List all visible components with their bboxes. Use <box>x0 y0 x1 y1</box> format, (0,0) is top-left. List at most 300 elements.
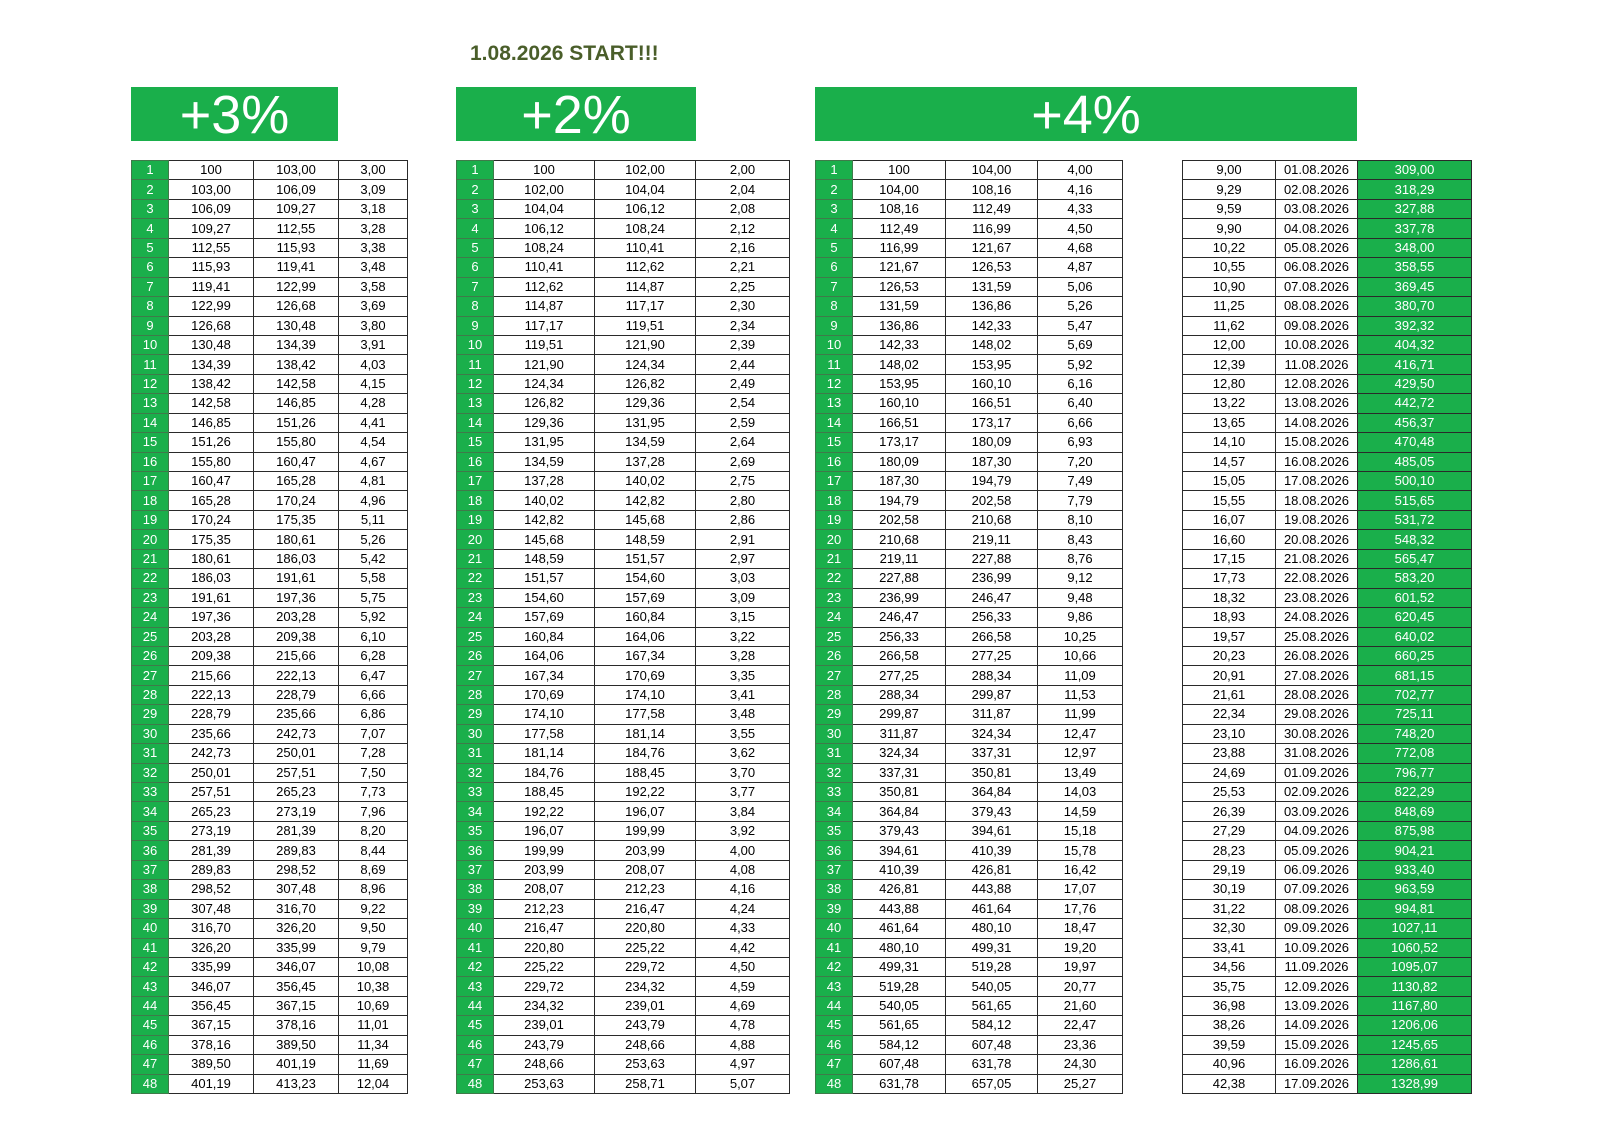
table-row <box>816 510 1123 529</box>
table-cell: 3,15 <box>696 608 790 627</box>
table-cell: 404,32 <box>1358 335 1472 354</box>
table-cell: 215,66 <box>169 666 254 685</box>
table-row <box>457 180 790 199</box>
table-cell: 358,55 <box>1358 258 1472 277</box>
table-row <box>457 744 790 763</box>
table-cell: 22,34 <box>1183 705 1276 724</box>
table-cell: 177,58 <box>494 724 595 743</box>
table-cell: 461,64 <box>853 919 946 938</box>
table-cell: 112,62 <box>595 258 696 277</box>
header-plus-3-percent: +3% <box>131 87 338 141</box>
table-row <box>132 510 408 529</box>
row-number-cell: 5 <box>816 238 853 257</box>
table-cell: 3,09 <box>339 180 408 199</box>
table-row <box>1183 549 1472 568</box>
table-cell: 100 <box>853 161 946 180</box>
table-cell: 203,28 <box>254 608 339 627</box>
table-row <box>816 219 1123 238</box>
table-cell: 1060,52 <box>1358 938 1472 957</box>
table-cell: 3,22 <box>696 627 790 646</box>
table-row <box>132 705 408 724</box>
table-cell: 7,50 <box>339 763 408 782</box>
table-cell: 180,61 <box>169 549 254 568</box>
table-row <box>1183 491 1472 510</box>
row-number-cell: 4 <box>457 219 494 238</box>
table-cell: 212,23 <box>595 880 696 899</box>
table-cell: 124,34 <box>595 355 696 374</box>
table-cell: 210,68 <box>853 530 946 549</box>
table-cell: 122,99 <box>169 297 254 316</box>
table-row <box>457 588 790 607</box>
table-cell: 253,63 <box>494 1074 595 1093</box>
table-row <box>457 355 790 374</box>
row-number-cell: 26 <box>457 646 494 665</box>
row-number-cell: 6 <box>132 258 169 277</box>
table-cell: 09.08.2026 <box>1276 316 1358 335</box>
table-cell: 12,97 <box>1038 744 1123 763</box>
table-row <box>1183 608 1472 627</box>
table-cell: 219,11 <box>853 549 946 568</box>
table-cell: 12,39 <box>1183 355 1276 374</box>
table-cell: 413,23 <box>254 1074 339 1093</box>
row-number-cell: 46 <box>457 1035 494 1054</box>
table-cell: 236,99 <box>946 569 1038 588</box>
row-number-cell: 48 <box>457 1074 494 1093</box>
row-number-cell: 16 <box>457 452 494 471</box>
table-cell: 9,59 <box>1183 199 1276 218</box>
table-cell: 6,28 <box>339 646 408 665</box>
row-number-cell: 2 <box>457 180 494 199</box>
table-cell: 480,10 <box>946 919 1038 938</box>
table-cell: 17,15 <box>1183 549 1276 568</box>
table-cell: 266,58 <box>946 627 1038 646</box>
table-cell: 2,39 <box>696 335 790 354</box>
table-row <box>1183 685 1472 704</box>
table-cell: 4,50 <box>696 957 790 976</box>
table-cell: 17.09.2026 <box>1276 1074 1358 1093</box>
table-cell: 379,43 <box>853 821 946 840</box>
row-number-cell: 21 <box>816 549 853 568</box>
table-row <box>457 394 790 413</box>
table-cell: 160,84 <box>595 608 696 627</box>
row-number-cell: 23 <box>132 588 169 607</box>
table-cell: 151,57 <box>494 569 595 588</box>
table-cell: 335,99 <box>254 938 339 957</box>
table-row <box>457 783 790 802</box>
table-cell: 01.09.2026 <box>1276 763 1358 782</box>
table-cell: 3,35 <box>696 666 790 685</box>
table-cell: 8,76 <box>1038 549 1123 568</box>
table-cell: 234,32 <box>494 996 595 1015</box>
table-cell: 660,25 <box>1358 646 1472 665</box>
table-cell: 20,91 <box>1183 666 1276 685</box>
header-plus-4-percent: +4% <box>815 87 1357 141</box>
table-cell: 519,28 <box>853 977 946 996</box>
table-cell: 2,91 <box>696 530 790 549</box>
table-cell: 7,49 <box>1038 472 1123 491</box>
table-cell: 126,68 <box>254 297 339 316</box>
table-cell: 401,19 <box>169 1074 254 1093</box>
table-row <box>457 860 790 879</box>
table-cell: 702,77 <box>1358 685 1472 704</box>
table-cell: 124,34 <box>494 374 595 393</box>
table-row <box>816 608 1123 627</box>
table-cell: 225,22 <box>595 938 696 957</box>
table-cell: 561,65 <box>946 996 1038 1015</box>
table-cell: 4,28 <box>339 394 408 413</box>
row-number-cell: 31 <box>132 744 169 763</box>
table-cell: 14,10 <box>1183 433 1276 452</box>
table-row <box>816 744 1123 763</box>
table-cell: 416,71 <box>1358 355 1472 374</box>
table-cell: 187,30 <box>853 472 946 491</box>
table-cell: 9,79 <box>339 938 408 957</box>
table-cell: 151,57 <box>595 549 696 568</box>
row-number-cell: 48 <box>816 1074 853 1093</box>
table-cell: 394,61 <box>946 821 1038 840</box>
table-row <box>1183 821 1472 840</box>
table-cell: 170,24 <box>254 491 339 510</box>
table-row <box>1183 180 1472 199</box>
table-row <box>457 413 790 432</box>
table-row <box>816 413 1123 432</box>
table-row <box>816 627 1123 646</box>
table-cell: 4,68 <box>1038 238 1123 257</box>
table-cell: 5,42 <box>339 549 408 568</box>
table-cell: 164,06 <box>494 646 595 665</box>
table-cell: 389,50 <box>169 1055 254 1074</box>
table-cell: 299,87 <box>946 685 1038 704</box>
row-number-cell: 29 <box>132 705 169 724</box>
table-cell: 1167,80 <box>1358 996 1472 1015</box>
table-cell: 16,60 <box>1183 530 1276 549</box>
table-cell: 4,87 <box>1038 258 1123 277</box>
table-row <box>816 472 1123 491</box>
table-cell: 216,47 <box>494 919 595 938</box>
table-cell: 364,84 <box>853 802 946 821</box>
table-cell: 324,34 <box>853 744 946 763</box>
row-number-cell: 15 <box>132 433 169 452</box>
table-cell: 11,62 <box>1183 316 1276 335</box>
table-cell: 129,36 <box>494 413 595 432</box>
table-row <box>457 608 790 627</box>
table-cell: 160,47 <box>254 452 339 471</box>
row-number-cell: 22 <box>816 569 853 588</box>
table-row <box>816 530 1123 549</box>
table-cell: 234,32 <box>595 977 696 996</box>
table-row <box>1183 841 1472 860</box>
table-cell: 307,48 <box>169 899 254 918</box>
row-number-cell: 7 <box>457 277 494 296</box>
row-number-cell: 44 <box>132 996 169 1015</box>
table-cell: 145,68 <box>595 510 696 529</box>
table-cell: 17,07 <box>1038 880 1123 899</box>
table-cell: 631,78 <box>946 1055 1038 1074</box>
table-row <box>457 374 790 393</box>
table-cell: 17.08.2026 <box>1276 472 1358 491</box>
table-cell: 170,24 <box>169 510 254 529</box>
table-cell: 11.08.2026 <box>1276 355 1358 374</box>
table-cell: 9,86 <box>1038 608 1123 627</box>
table-row <box>457 627 790 646</box>
table-plus-3-percent <box>131 160 408 1094</box>
table-cell: 215,66 <box>254 646 339 665</box>
row-number-cell: 4 <box>132 219 169 238</box>
table-cell: 108,24 <box>595 219 696 238</box>
table-cell: 140,02 <box>595 472 696 491</box>
table-row <box>132 413 408 432</box>
table-cell: 188,45 <box>595 763 696 782</box>
table-cell: 6,66 <box>1038 413 1123 432</box>
table-cell: 265,23 <box>169 802 254 821</box>
table-cell: 236,99 <box>853 588 946 607</box>
table-cell: 126,82 <box>595 374 696 393</box>
row-number-cell: 6 <box>816 258 853 277</box>
table-cell: 114,87 <box>494 297 595 316</box>
row-number-cell: 20 <box>457 530 494 549</box>
row-number-cell: 39 <box>132 899 169 918</box>
row-number-cell: 32 <box>816 763 853 782</box>
row-number-cell: 29 <box>816 705 853 724</box>
table-cell: 100 <box>169 161 254 180</box>
table-cell: 10,22 <box>1183 238 1276 257</box>
table-row <box>132 802 408 821</box>
table-cell: 121,67 <box>946 238 1038 257</box>
table-cell: 6,93 <box>1038 433 1123 452</box>
table-row <box>1183 316 1472 335</box>
table-cell: 10,55 <box>1183 258 1276 277</box>
table-row <box>816 297 1123 316</box>
table-cell: 298,52 <box>169 880 254 899</box>
row-number-cell: 41 <box>457 938 494 957</box>
table-row <box>132 335 408 354</box>
table-row <box>1183 530 1472 549</box>
table-cell: 108,16 <box>853 199 946 218</box>
table-cell: 10,66 <box>1038 646 1123 665</box>
row-number-cell: 6 <box>457 258 494 277</box>
row-number-cell: 46 <box>132 1035 169 1054</box>
table-cell: 146,85 <box>254 394 339 413</box>
table-cell: 138,42 <box>169 374 254 393</box>
table-row <box>1183 510 1472 529</box>
table-row <box>132 491 408 510</box>
table-cell: 18,32 <box>1183 588 1276 607</box>
table-cell: 324,34 <box>946 724 1038 743</box>
table-cell: 115,93 <box>169 258 254 277</box>
row-number-cell: 42 <box>457 957 494 976</box>
table-cell: 9,12 <box>1038 569 1123 588</box>
table-cell: 379,43 <box>946 802 1038 821</box>
table-row <box>1183 355 1472 374</box>
table-cell: 288,34 <box>946 666 1038 685</box>
table-row <box>1183 588 1472 607</box>
table-cell: 29,19 <box>1183 860 1276 879</box>
table-row <box>132 1016 408 1035</box>
table-cell: 30,19 <box>1183 880 1276 899</box>
table-row <box>816 549 1123 568</box>
table-cell: 196,07 <box>494 821 595 840</box>
table-cell: 112,49 <box>853 219 946 238</box>
table-cell: 34,56 <box>1183 957 1276 976</box>
table-row <box>457 277 790 296</box>
table-row <box>132 238 408 257</box>
table-cell: 104,00 <box>853 180 946 199</box>
table-cell: 227,88 <box>946 549 1038 568</box>
table-cell: 40,96 <box>1183 1055 1276 1074</box>
row-number-cell: 27 <box>816 666 853 685</box>
table-cell: 117,17 <box>494 316 595 335</box>
table-row <box>132 258 408 277</box>
table-cell: 166,51 <box>853 413 946 432</box>
table-row <box>816 258 1123 277</box>
table-cell: 07.08.2026 <box>1276 277 1358 296</box>
table-cell: 601,52 <box>1358 588 1472 607</box>
table-cell: 227,88 <box>853 569 946 588</box>
table-cell: 157,69 <box>494 608 595 627</box>
table-cell: 4,00 <box>696 841 790 860</box>
table-cell: 14,03 <box>1038 783 1123 802</box>
table-cell: 26,39 <box>1183 802 1276 821</box>
table-cell: 188,45 <box>494 783 595 802</box>
table-row <box>816 394 1123 413</box>
table-row <box>1183 1035 1472 1054</box>
table-cell: 116,99 <box>946 219 1038 238</box>
table-cell: 5,07 <box>696 1074 790 1093</box>
table-row <box>457 472 790 491</box>
table-row <box>1183 627 1472 646</box>
table-cell: 24,69 <box>1183 763 1276 782</box>
table-cell: 142,82 <box>494 510 595 529</box>
table-cell: 456,37 <box>1358 413 1472 432</box>
table-cell: 318,29 <box>1358 180 1472 199</box>
table-cell: 239,01 <box>595 996 696 1015</box>
table-cell: 5,69 <box>1038 335 1123 354</box>
row-number-cell: 19 <box>816 510 853 529</box>
table-cell: 20.08.2026 <box>1276 530 1358 549</box>
table-cell: 1130,82 <box>1358 977 1472 996</box>
table-cell: 18,47 <box>1038 919 1123 938</box>
table-cell: 06.08.2026 <box>1276 258 1358 277</box>
table-cell: 140,02 <box>494 491 595 510</box>
table-cell: 31.08.2026 <box>1276 744 1358 763</box>
table-cell: 07.09.2026 <box>1276 880 1358 899</box>
table-cell: 108,24 <box>494 238 595 257</box>
table-cell: 131,95 <box>595 413 696 432</box>
table-cell: 160,10 <box>946 374 1038 393</box>
row-number-cell: 19 <box>457 510 494 529</box>
row-number-cell: 38 <box>457 880 494 899</box>
row-number-cell: 5 <box>457 238 494 257</box>
table-cell: 11,34 <box>339 1035 408 1054</box>
table-cell: 20,77 <box>1038 977 1123 996</box>
table-cell: 153,95 <box>853 374 946 393</box>
table-cell: 116,99 <box>853 238 946 257</box>
table-cell: 277,25 <box>946 646 1038 665</box>
table-row <box>457 724 790 743</box>
table-cell: 2,69 <box>696 452 790 471</box>
table-cell: 4,59 <box>696 977 790 996</box>
table-row <box>132 219 408 238</box>
table-cell: 2,59 <box>696 413 790 432</box>
table-cell: 184,76 <box>494 763 595 782</box>
table-cell: 2,21 <box>696 258 790 277</box>
table-cell: 173,17 <box>853 433 946 452</box>
table-cell: 248,66 <box>494 1055 595 1074</box>
row-number-cell: 31 <box>816 744 853 763</box>
table-cell: 772,08 <box>1358 744 1472 763</box>
table-cell: 561,65 <box>853 1016 946 1035</box>
table-cell: 36,98 <box>1183 996 1276 1015</box>
table-cell: 21,60 <box>1038 996 1123 1015</box>
table-cell: 822,29 <box>1358 783 1472 802</box>
table-row <box>1183 802 1472 821</box>
table-cell: 994,81 <box>1358 899 1472 918</box>
table-cell: 461,64 <box>946 899 1038 918</box>
table-cell: 110,41 <box>595 238 696 257</box>
table-cell: 119,41 <box>169 277 254 296</box>
table-cell: 4,16 <box>696 880 790 899</box>
table-cell: 2,64 <box>696 433 790 452</box>
table-cell: 14,57 <box>1183 452 1276 471</box>
table-cell: 4,08 <box>696 860 790 879</box>
table-cell: 15.08.2026 <box>1276 433 1358 452</box>
table-cell: 109,27 <box>169 219 254 238</box>
header-plus-2-percent: +2% <box>456 87 696 141</box>
table-cell: 216,47 <box>595 899 696 918</box>
row-number-cell: 11 <box>457 355 494 374</box>
table-cell: 548,32 <box>1358 530 1472 549</box>
table-cell: 11,69 <box>339 1055 408 1074</box>
table-cell: 203,28 <box>169 627 254 646</box>
table-cell: 2,04 <box>696 180 790 199</box>
table-cell: 17,76 <box>1038 899 1123 918</box>
table-cell: 01.08.2026 <box>1276 161 1358 180</box>
table-row <box>132 316 408 335</box>
table-row <box>1183 199 1472 218</box>
table-cell: 32,30 <box>1183 919 1276 938</box>
table-cell: 10,25 <box>1038 627 1123 646</box>
table-row <box>132 646 408 665</box>
table-cell: 250,01 <box>169 763 254 782</box>
table-row <box>1183 161 1472 180</box>
table-row <box>132 588 408 607</box>
table-cell: 184,76 <box>595 744 696 763</box>
table-cell: 38,26 <box>1183 1016 1276 1035</box>
table-row <box>132 549 408 568</box>
row-number-cell: 23 <box>457 588 494 607</box>
table-cell: 131,59 <box>946 277 1038 296</box>
table-cell: 2,30 <box>696 297 790 316</box>
table-cell: 142,33 <box>946 316 1038 335</box>
table-cell: 19.08.2026 <box>1276 510 1358 529</box>
table-cell: 155,80 <box>254 433 339 452</box>
table-cell: 12.08.2026 <box>1276 374 1358 393</box>
table-cell: 429,50 <box>1358 374 1472 393</box>
table-cell: 273,19 <box>254 802 339 821</box>
table-row <box>1183 899 1472 918</box>
table-cell: 10.09.2026 <box>1276 938 1358 957</box>
row-number-cell: 47 <box>457 1055 494 1074</box>
table-cell: 03.09.2026 <box>1276 802 1358 821</box>
table-cell: 112,49 <box>946 199 1038 218</box>
row-number-cell: 12 <box>457 374 494 393</box>
row-number-cell: 1 <box>457 161 494 180</box>
row-number-cell: 40 <box>816 919 853 938</box>
table-cell: 3,84 <box>696 802 790 821</box>
table-cell: 4,81 <box>339 472 408 491</box>
table-cell: 08.09.2026 <box>1276 899 1358 918</box>
table-cell: 235,66 <box>169 724 254 743</box>
